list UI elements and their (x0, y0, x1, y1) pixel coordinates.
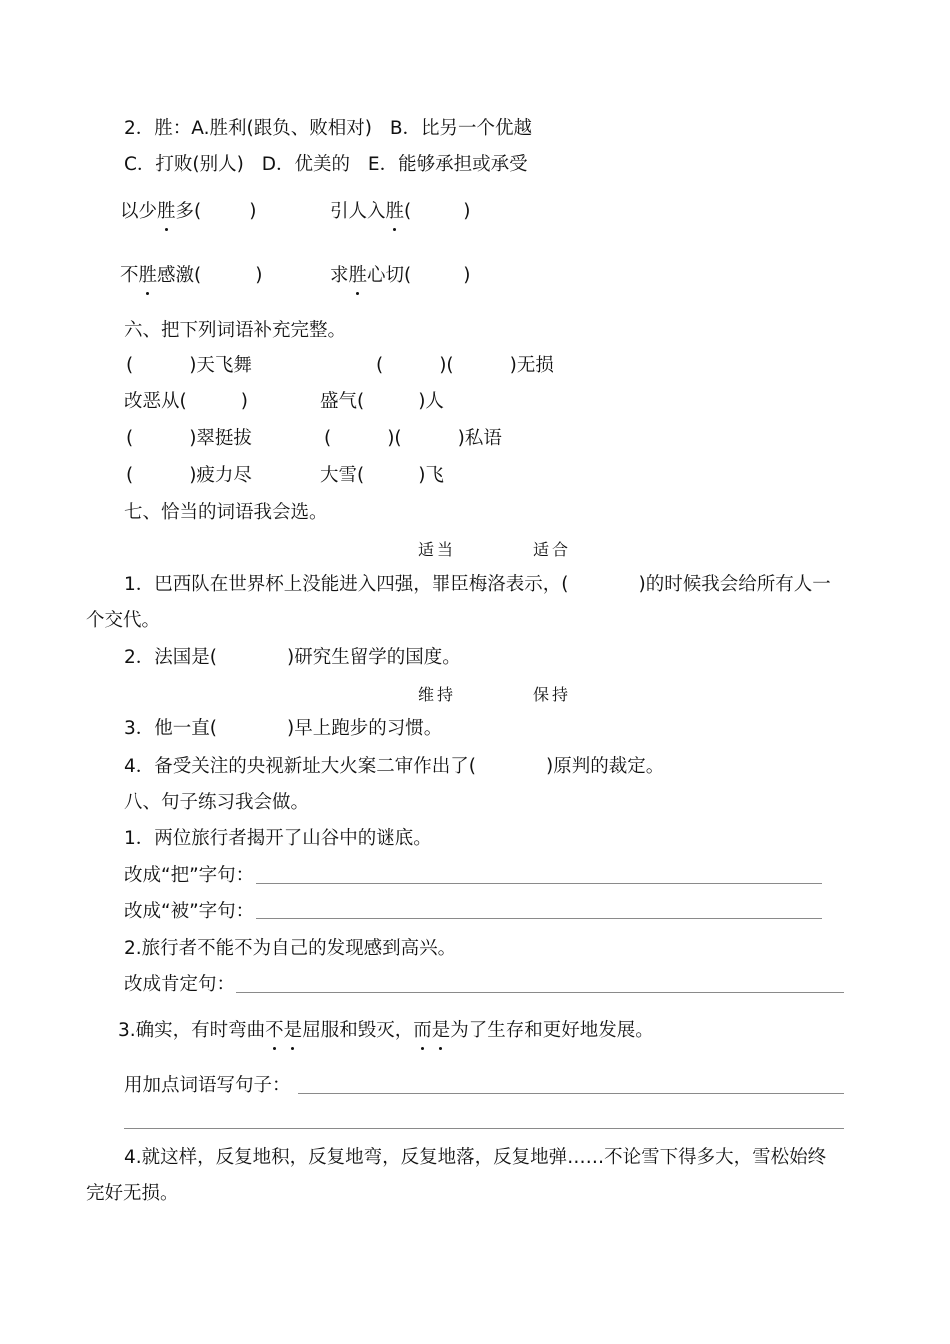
q7-sentence-1-cont: 个交代。 (86, 610, 161, 631)
q7-word-option-d: 保持 (533, 685, 572, 704)
q6-row1-a: ( )天飞舞 (126, 355, 252, 376)
positive-answer-line[interactable] (236, 992, 844, 993)
q7-sentence-4: 4．备受关注的央视新址大火案二审作出了( )原判的裁定。 (124, 756, 665, 777)
q7-word-option-c: 维持 (418, 685, 457, 704)
emphasis-dot-char: 胜 (348, 265, 368, 286)
q8-sentence-3: 3.确实，有时弯曲不是屈服和毁灭，而是为了生存和更好地发展。 (118, 1020, 654, 1041)
q6-row4-b: 大雪( )飞 (320, 465, 444, 486)
q5-item-4: 求胜心切( ) (330, 265, 471, 286)
q8-positive-label: 改成肯定句： (124, 974, 236, 995)
q6-row3-a: ( )翠挺拔 (126, 428, 252, 449)
q8-write-label: 用加点词语写句子： (124, 1075, 291, 1096)
q5-meaning-line-2: C．打败(别人) D．优美的 E．能够承担或承受 (124, 154, 528, 175)
q6-title: 六、把下列词语补充完整。 (124, 320, 347, 341)
q6-row1-b: ( )( )无损 (376, 355, 554, 376)
write-answer-line-1[interactable] (298, 1093, 844, 1094)
q6-row4-a: ( )疲力尽 (126, 465, 252, 486)
q8-title: 八、句子练习我会做。 (124, 792, 310, 813)
q7-sentence-3: 3．他一直( )早上跑步的习惯。 (124, 718, 443, 739)
ba-answer-line[interactable] (256, 883, 822, 884)
emphasis-dot-char: 胜 (385, 201, 405, 222)
q8-sentence-4: 4.就这样，反复地积，反复地弯，反复地落，反复地弹……不论雪下得多大，雪松始终 (124, 1147, 827, 1168)
emphasis-dot-char: 而 (413, 1020, 432, 1041)
q8-sentence-2: 2.旅行者不能不为自己的发现感到高兴。 (124, 938, 457, 959)
emphasis-dot-char: 是 (431, 1020, 451, 1041)
q5-item-3: 不胜感激( ) (120, 265, 263, 286)
q7-word-option-b: 适合 (533, 540, 572, 559)
q5-item-1: 以少胜多( ) (120, 201, 257, 222)
q8-sentence-1: 1．两位旅行者揭开了山谷中的谜底。 (124, 828, 432, 849)
q6-row2-a: 改恶从( ) (124, 391, 248, 412)
q8-bei-label: 改成“被”字句： (124, 901, 255, 922)
q6-row2-b: 盛气( )人 (320, 391, 444, 412)
bei-answer-line[interactable] (256, 918, 822, 919)
q7-sentence-1: 1．巴西队在世界杯上没能进入四强，罪臣梅洛表示，( )的时候我会给所有人一 (124, 574, 831, 595)
q5-item-2: 引人入胜( ) (330, 201, 471, 222)
q7-title: 七、恰当的词语我会选。 (124, 502, 328, 523)
q6-row3-b: ( )( )私语 (324, 428, 502, 449)
emphasis-dot-char: 胜 (138, 265, 158, 286)
q7-word-option-a: 适当 (418, 540, 457, 559)
q8-ba-label: 改成“把”字句： (124, 865, 255, 886)
write-answer-line-2[interactable] (124, 1128, 844, 1129)
q5-meaning-line-1: 2．胜：A.胜利(跟负、败相对) B．比另一个优越 (124, 118, 533, 139)
emphasis-dot-char: 胜 (157, 201, 176, 222)
emphasis-dot-char: 是 (283, 1020, 303, 1041)
emphasis-dot-char: 不 (265, 1020, 284, 1041)
q8-sentence-4-cont: 完好无损。 (86, 1183, 179, 1204)
q7-sentence-2: 2．法国是( )研究生留学的国度。 (124, 647, 461, 668)
